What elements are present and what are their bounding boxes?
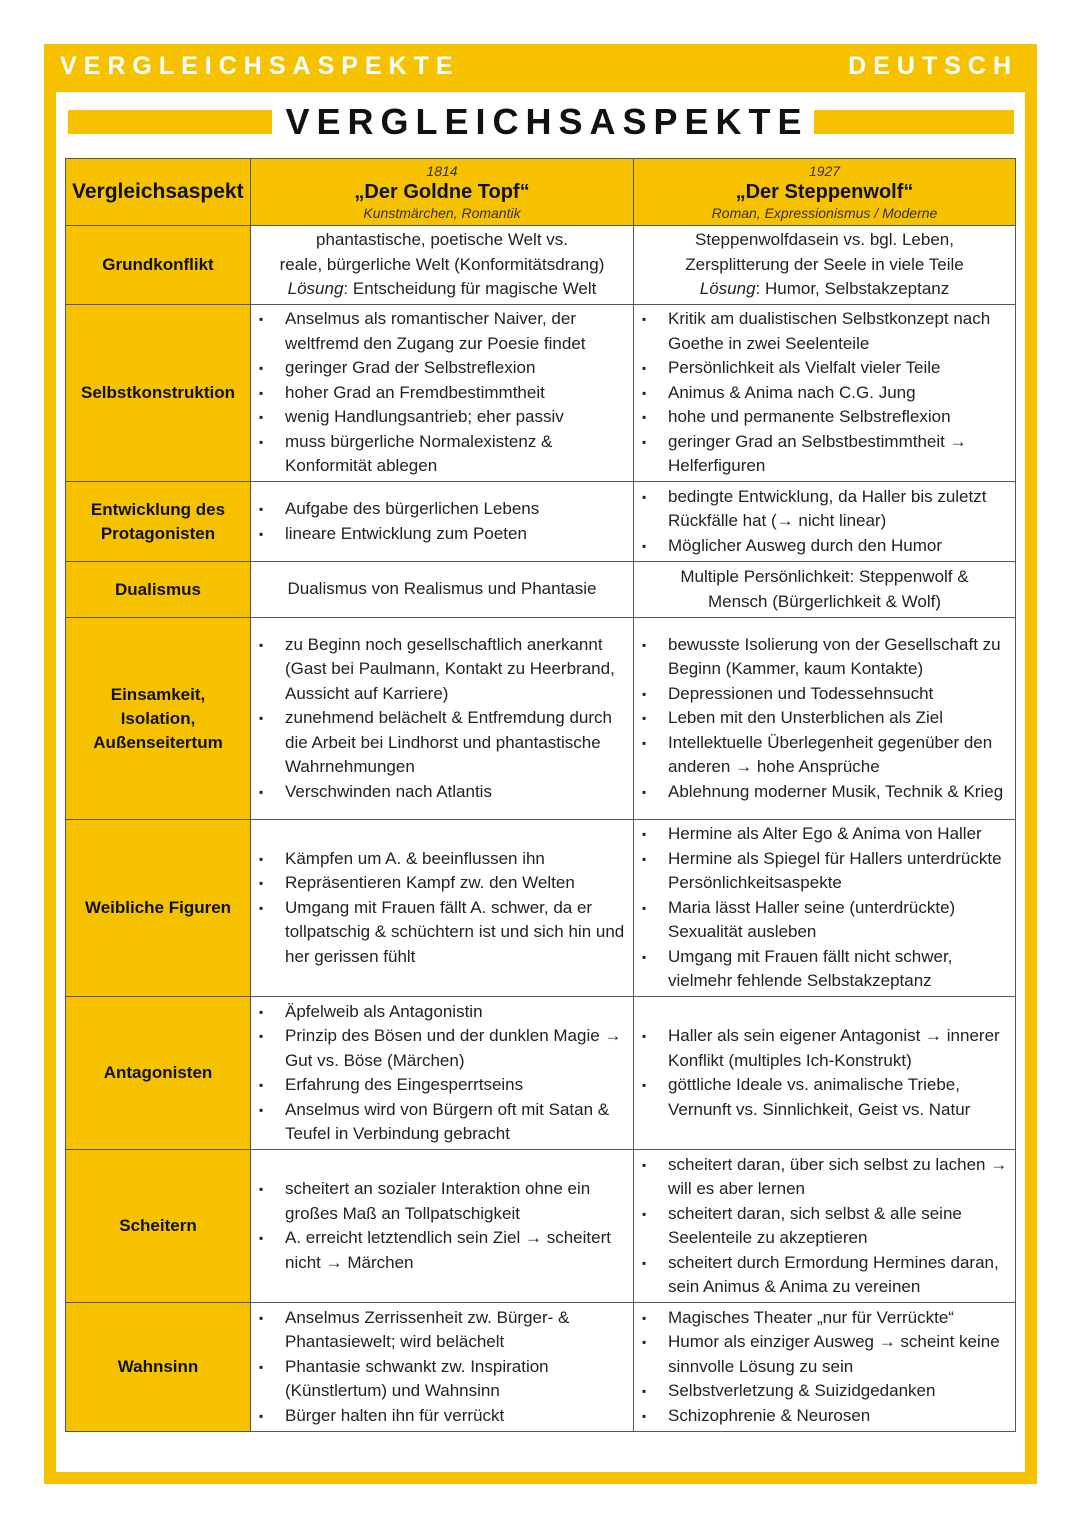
header-left: VERGLEICHSASPEKTE [60, 52, 460, 80]
list-item: ▪ Animus & Anima nach C.G. Jung [650, 381, 1011, 406]
table-row [66, 997, 1016, 1150]
row-label: Weibliche Figuren [66, 820, 251, 997]
list-item: ▪ zu Beginn noch gesellschaftlich anerkannt (Gast bei Paulmann, Kontakt zu Heerbrand, Aussicht auf Karriere) [267, 633, 629, 707]
list-item: ▪ Aufgabe des bürgerlichen Lebens [267, 497, 629, 522]
list-item: ▪ Verschwinden nach Atlantis [267, 780, 629, 805]
list-item: ▪ göttliche Ideale vs. animalische Triebe, Vernunft vs. Sinnlichkeit, Geist vs. Natur [650, 1073, 1011, 1122]
list-item: ▪ Prinzip des Bösen und der dunklen Magie → Gut vs. Böse (Märchen) [267, 1024, 629, 1073]
row-label: Entwicklung des Protagonisten [66, 482, 251, 562]
row-label: Antagonisten [66, 997, 251, 1150]
list-item: ▪ Maria lässt Haller seine (unterdrückte) Sexualität ausleben [650, 896, 1011, 945]
list-item: ▪ Anselmus als romantischer Naiver, der weltfremd den Zugang zur Poesie findet [267, 307, 629, 356]
table-row [66, 1303, 1016, 1432]
table-row [66, 618, 1016, 820]
list-item: ▪ Haller als sein eigener Antagonist → innerer Konflikt (multiples Ich-Konstrukt) [650, 1024, 1011, 1073]
list-item: ▪ geringer Grad der Selbstreflexion [267, 356, 629, 381]
table-row [66, 1150, 1016, 1303]
line: phantastische, poetische Welt vs. [316, 230, 568, 250]
list-item: ▪ Umgang mit Frauen fällt nicht schwer, vielmehr fehlende Selbstakzeptanz [650, 945, 1011, 994]
cell-goldner-topf [251, 1303, 634, 1432]
table-row [66, 562, 1016, 618]
row-label: Scheitern [66, 1150, 251, 1303]
cell-goldner-topf [251, 997, 634, 1150]
cell-goldner-topf [251, 562, 634, 618]
table-row [66, 482, 1016, 562]
list-item: ▪ hoher Grad an Fremdbestimmtheit [267, 381, 629, 406]
list-item: ▪ Magisches Theater „nur für Verrückte“ [650, 1306, 1011, 1331]
cell-steppenwolf [634, 618, 1016, 820]
cell-goldner-topf [251, 1150, 634, 1303]
list-item: ▪ Umgang mit Frauen fällt A. schwer, da er tollpatschig & schüchtern ist und sich hin und her gerissen fühlt [267, 896, 629, 970]
cell-goldner-topf [251, 820, 634, 997]
line: Lösung: Entscheidung für magische Welt [287, 279, 597, 299]
list-item: ▪ Anselmus wird von Bürgern oft mit Satan & Teufel in Verbindung gebracht [267, 1098, 629, 1147]
header-right: DEUTSCH [848, 52, 1018, 80]
page-title: VERGLEICHSASPEKTE [285, 101, 809, 142]
line: reale, bürgerliche Welt (Konformitätsdrang) [279, 254, 605, 274]
work-header-2 [634, 159, 1016, 226]
table-header-row [66, 159, 1016, 226]
work-year: 1814 [426, 163, 458, 179]
line: Multiple Persönlichkeit: Steppenwolf & [680, 567, 969, 586]
work-header-1 [251, 159, 634, 226]
list-item: ▪ Kämpfen um A. & beeinflussen ihn [267, 847, 629, 872]
cell-goldner-topf [251, 482, 634, 562]
line: Lösung: Humor, Selbstakzeptanz [699, 279, 950, 299]
list-item: ▪ Hermine als Alter Ego & Anima von Haller [650, 822, 1011, 847]
list-item: ▪ Persönlichkeit als Vielfalt vieler Teile [650, 356, 1011, 381]
cell-steppenwolf [634, 997, 1016, 1150]
cell-goldner-topf [251, 618, 634, 820]
cell-steppenwolf [634, 1150, 1016, 1303]
list-item: ▪ Möglicher Ausweg durch den Humor [650, 534, 1011, 559]
list-item: ▪ Bürger halten ihn für verrückt [267, 1404, 629, 1429]
cell-goldner-topf [251, 305, 634, 482]
list-item: ▪ scheitert an sozialer Interaktion ohne ein großes Maß an Tollpatschigkeit [267, 1177, 629, 1226]
cell-goldner-topf [251, 226, 634, 305]
line: Steppenwolfdasein vs. bgl. Leben, [695, 230, 954, 250]
line: Mensch (Bürgerlichkeit & Wolf) [707, 591, 942, 611]
table-row [66, 820, 1016, 997]
row-label: Dualismus [66, 562, 251, 618]
list-item: ▪ scheitert daran, über sich selbst zu lachen → will es aber lernen [650, 1153, 1011, 1202]
list-item: ▪ Repräsentieren Kampf zw. den Welten [267, 871, 629, 896]
list-item: ▪ Intellektuelle Überlegenheit gegenüber den anderen → hohe Ansprüche [650, 731, 1011, 780]
list-item: ▪ Depressionen und Todessehnsucht [650, 682, 1011, 707]
list-item: ▪ bewusste Isolierung von der Gesellschaft zu Beginn (Kammer, kaum Kontakte) [650, 633, 1011, 682]
list-item: ▪ Humor als einziger Ausweg → scheint keine sinnvolle Lösung zu sein [650, 1330, 1011, 1379]
cell-steppenwolf [634, 482, 1016, 562]
solution-text: Entscheidung für magische Welt [352, 279, 597, 299]
list-item: ▪ Kritik am dualistischen Selbstkonzept nach Goethe in zwei Seelenteile [650, 307, 1011, 356]
list-item: ▪ scheitert durch Ermordung Hermines daran, sein Animus & Anima zu vereinen [650, 1251, 1011, 1300]
list-item: ▪ wenig Handlungsantrieb; eher passiv [267, 405, 629, 430]
list-item: ▪ Schizophrenie & Neurosen [650, 1404, 1011, 1429]
work-genre: Kunstmärchen, Romantik [363, 205, 521, 221]
list-item: ▪ Erfahrung des Eingesperrtseins [267, 1073, 629, 1098]
list-item: ▪ lineare Entwicklung zum Poeten [267, 522, 629, 547]
work-year: 1927 [808, 163, 841, 179]
list-item: ▪ Ablehnung moderner Musik, Technik & Krieg [650, 780, 1011, 805]
aspect-header: Vergleichsaspekt [66, 159, 251, 226]
list-item: ▪ Hermine als Spiegel für Hallers unterdrückte Persönlichkeitsaspekte [650, 847, 1011, 896]
title-block [68, 100, 1014, 144]
comparison-table [65, 158, 1016, 1432]
list-item: ▪ hohe und permanente Selbstreflexion [650, 405, 1011, 430]
list-item: ▪ muss bürgerliche Normalexistenz & Konformität ablegen [267, 430, 629, 479]
cell-steppenwolf [634, 562, 1016, 618]
title-bar-right [814, 110, 1014, 134]
list-item: ▪ A. erreicht letztendlich sein Ziel → scheitert nicht → Märchen [267, 1226, 629, 1275]
list-item: ▪ Äpfelweib als Antagonistin [267, 1000, 629, 1025]
line: Dualismus von Realismus und Phantasie [287, 579, 597, 599]
row-label: Grundkonflikt [66, 226, 251, 305]
table-row [66, 305, 1016, 482]
row-label: Selbstkonstruktion [66, 305, 251, 482]
list-item: ▪ bedingte Entwicklung, da Haller bis zuletzt Rückfälle hat (→ nicht linear) [650, 485, 1011, 534]
cell-steppenwolf [634, 1303, 1016, 1432]
solution-text: Humor, Selbstakzeptanz [764, 279, 950, 299]
work-genre: Roman, Expressionismus / Moderne [711, 205, 938, 221]
line: Zersplitterung der Seele in viele Teile [685, 254, 964, 274]
work-title: „Der Goldne Topf“ [354, 181, 530, 203]
cell-steppenwolf [634, 226, 1016, 305]
list-item: ▪ scheitert daran, sich selbst & alle seine Seelenteile zu akzeptieren [650, 1202, 1011, 1251]
row-label: Wahnsinn [66, 1303, 251, 1432]
list-item: ▪ geringer Grad an Selbstbestimmtheit → Helferfiguren [650, 430, 1011, 479]
list-item: ▪ zunehmend belächelt & Entfremdung durch die Arbeit bei Lindhorst und phantastische Wahrnehmungen [267, 706, 629, 780]
solution-label: Lösung [287, 279, 344, 299]
row-label: Einsamkeit, Isolation, Außenseitertum [66, 618, 251, 820]
work-title: „Der Steppenwolf“ [735, 181, 914, 203]
list-item: ▪ Anselmus Zerrissenheit zw. Bürger- & Phantasiewelt; wird belächelt [267, 1306, 629, 1355]
cell-steppenwolf [634, 820, 1016, 997]
list-item: ▪ Leben mit den Unsterblichen als Ziel [650, 706, 1011, 731]
table-row [66, 226, 1016, 305]
title-bar-left [68, 110, 272, 134]
list-item: ▪ Phantasie schwankt zw. Inspiration (Künstlertum) und Wahnsinn [267, 1355, 629, 1404]
cell-steppenwolf [634, 305, 1016, 482]
solution-label: Lösung [699, 279, 756, 299]
list-item: ▪ Selbstverletzung & Suizidgedanken [650, 1379, 1011, 1404]
